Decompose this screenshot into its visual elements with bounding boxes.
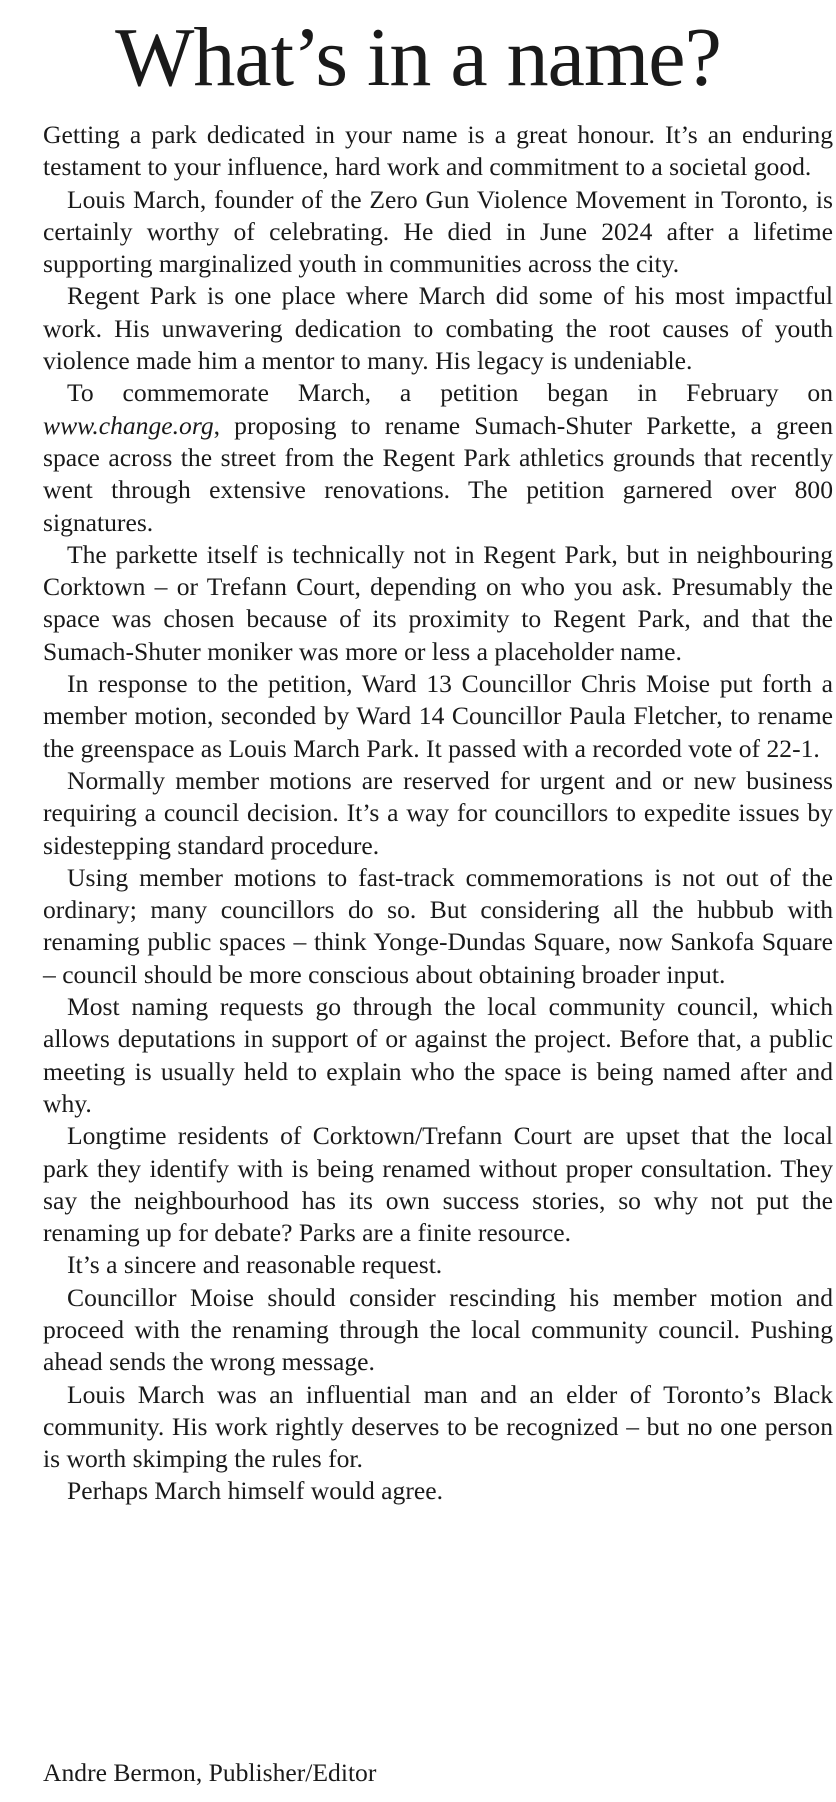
paragraph: Longtime residents of Corktown/Trefann Court are upset that the local park they identify with is being renamed without proper consultation. They say the neighbourhood has its own success stories, so why not put the renaming up for debate? Parks are a finite resource. (43, 1121, 833, 1248)
article-body (43, 119, 833, 1508)
headline: What’s in a name? (115, 11, 721, 104)
paragraph: Councillor Moise should consider rescinding his member motion and proceed with the renaming through the local community council. Pushing ahead sends the wrong message. (43, 1282, 833, 1377)
paragraph: Using member motions to fast-track commemorations is not out of the ordinary; many councillors do so. But considering all the hubbub with renaming public spaces – think Yonge-Dundas Square, now Sankofa Square – council should be more conscious about obtaining broader input. (43, 862, 833, 989)
paragraph: It’s a sincere and reasonable request. (67, 1250, 443, 1280)
paragraph: Perhaps March himself would agree. (67, 1476, 443, 1506)
paragraph-text: , proposing to rename Sumach-Shuter Parkette, a green space across the street from the Regent Park athletics grounds that recently went through extensive renovations. The petition garnered over 800 signatures. (43, 410, 833, 537)
website-link-text: www.change.org (43, 410, 214, 440)
paragraph: The parkette itself is technically not in Regent Park, but in neighbouring Corktown – or Trefann Court, depending on who you ask. Presumably the space was chosen because of its proximity to Regent Park, and that the Sumach-Shuter moniker was more or less a placeholder name. (43, 539, 833, 666)
paragraph-text: To commemorate March, a petition began in February on (67, 378, 833, 408)
paragraph (43, 377, 833, 538)
byline: Andre Bermon, Publisher/Editor (43, 1758, 377, 1787)
paragraph: Most naming requests go through the local community council, which allows deputations in support of or against the project. Before that, a public meeting is usually held to explain who the space is being named after and why. (43, 992, 833, 1118)
paragraph: Louis March, founder of the Zero Gun Violence Movement in Toronto, is certainly worthy of celebrating. He died in June 2024 after a lifetime supporting marginalized youth in communities across the city. (43, 184, 833, 279)
paragraph: Normally member motions are reserved for urgent and or new business requiring a council decision. It’s a way for councillors to expedite issues by sidestepping standard procedure. (43, 765, 833, 860)
paragraph: Getting a park dedicated in your name is a great honour. It’s an enduring testament to your influence, hard work and commitment to a societal good. (43, 120, 833, 182)
paragraph: Louis March was an influential man and an elder of Toronto’s Black community. His work rightly deserves to be recognized – but no one person is worth skimping the rules for. (43, 1379, 833, 1474)
paragraph: Regent Park is one place where March did some of his most impactful work. His unwavering dedication to combating the root causes of youth violence made him a mentor to many. His legacy is undeniable. (43, 281, 833, 376)
paragraph: In response to the petition, Ward 13 Councillor Chris Moise put forth a member motion, seconded by Ward 14 Councillor Paula Fletcher, to rename the greenspace as Louis March Park. It passed with a recorded vote of 22-1. (43, 669, 833, 763)
